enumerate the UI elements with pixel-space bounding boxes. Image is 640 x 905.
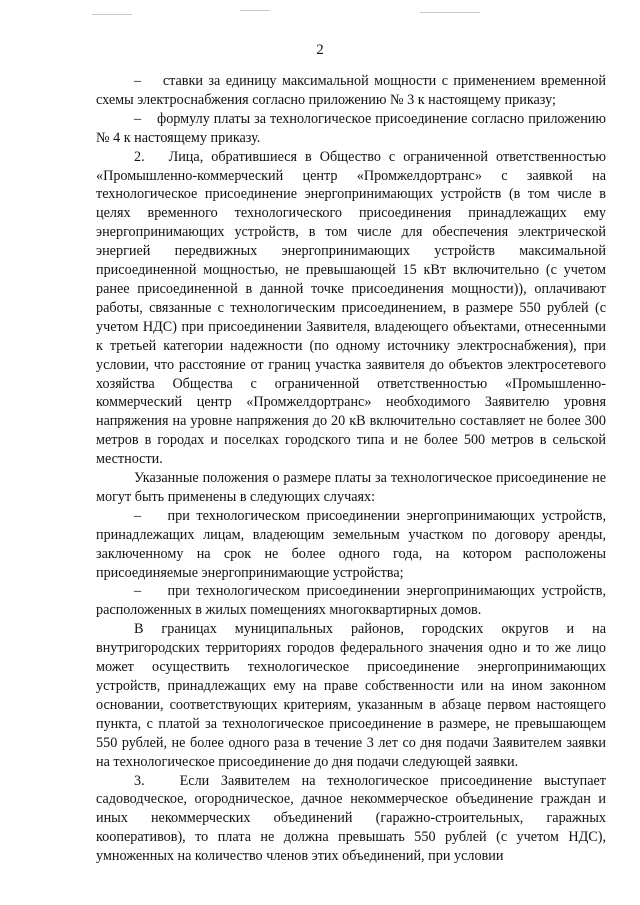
scan-artifact [92, 14, 132, 15]
scan-artifact [240, 10, 270, 11]
paragraph-exceptions-intro: Указанные положения о размере платы за технологическое присоединение не могут быть применены в следующих случаях: [96, 470, 606, 505]
document-body [96, 72, 606, 866]
paragraph-territorial-limit: В границах муниципальных районов, городских округов и на внутригородских территориях городов федерального значения одно и то же лицо может осуществить технологическое присоединение энергопринимающих устройств, принадлежащих ему на праве собственности или на ином законном основании, соответствующих критериям, указанным в абзаце первом настоящего пункта, с платой за технологическое присоединение в размере, не превышающем 550 рублей, не более одного раза в течение 3 лет со дня подачи Заявителем заявки на технологическое присоединение до дня подачи следующей заявки. [96, 621, 606, 770]
paragraph-list-item: – при технологическом присоединении энергопринимающих устройств, расположенных в жилых помещениях многоквартирных домов. [96, 583, 606, 619]
page-number: 2 [316, 42, 324, 58]
paragraph-list-item: – формулу платы за технологическое присоединение согласно приложению № 4 к настоящему приказу. [96, 110, 606, 146]
paragraph-list-item: – при технологическом присоединении энергопринимающих устройств, принадлежащих лицам, владеющим земельным участком по договору аренды, заключенному на срок не более одного года, на котором расположены присоединяемые энергопринимающие устройства; [96, 507, 606, 581]
paragraph-clause-2: 2. Лица, обратившиеся в Общество с ограниченной ответственностью «Промышленно-коммерческий центр «Промжелдортранс» с заявкой на технологическое присоединение энергопринимающих устройств (в том числе в целях временного технологического присоединения принадлежащих ему энергопринимающих устройств, в том числе для обеспечения электрической энергией передвижных энергопринимающих устройств максимальной присоединенной мощностью, не превышающей 15 кВт включительно (с учетом ранее присоединенной в данной точке присоединения мощности)), оплачивают работы, связанные с технологическим присоединением, в размере 550 рублей (с учетом НДС) при присоединении Заявителя, владеющего объектами, отнесенными к третьей категории надежности (по одному источнику электроснабжения), при условии, что расстояние от границ участка заявителя до объектов электросетевого хозяйства Общества с ограниченной ответственностью «Промышленно-коммерческий центр «Промжелдортранс» необходимого Заявителю уровня напряжения на уровне напряжения до 20 кВ включительно составляет не более 300 метров в городах и поселках городского типа и не более 500 метров в сельской местности. [96, 148, 606, 468]
paragraph-clause-3: 3. Если Заявителем на технологическое присоединение выступает садоводческое, огородническое, дачное некоммерческое объединение граждан и иных некоммерческих объединений (гаражно-строительных, гаражных кооперативов), то плата не должна превышать 550 рублей (с учетом НДС), умноженных на количество членов этих объединений, при условии [96, 772, 606, 865]
scan-artifact [420, 12, 480, 13]
paragraph-list-item: – ставки за единицу максимальной мощности с применением временной схемы электроснабжения согласно приложению № 3 к настоящему приказу; [96, 73, 606, 108]
